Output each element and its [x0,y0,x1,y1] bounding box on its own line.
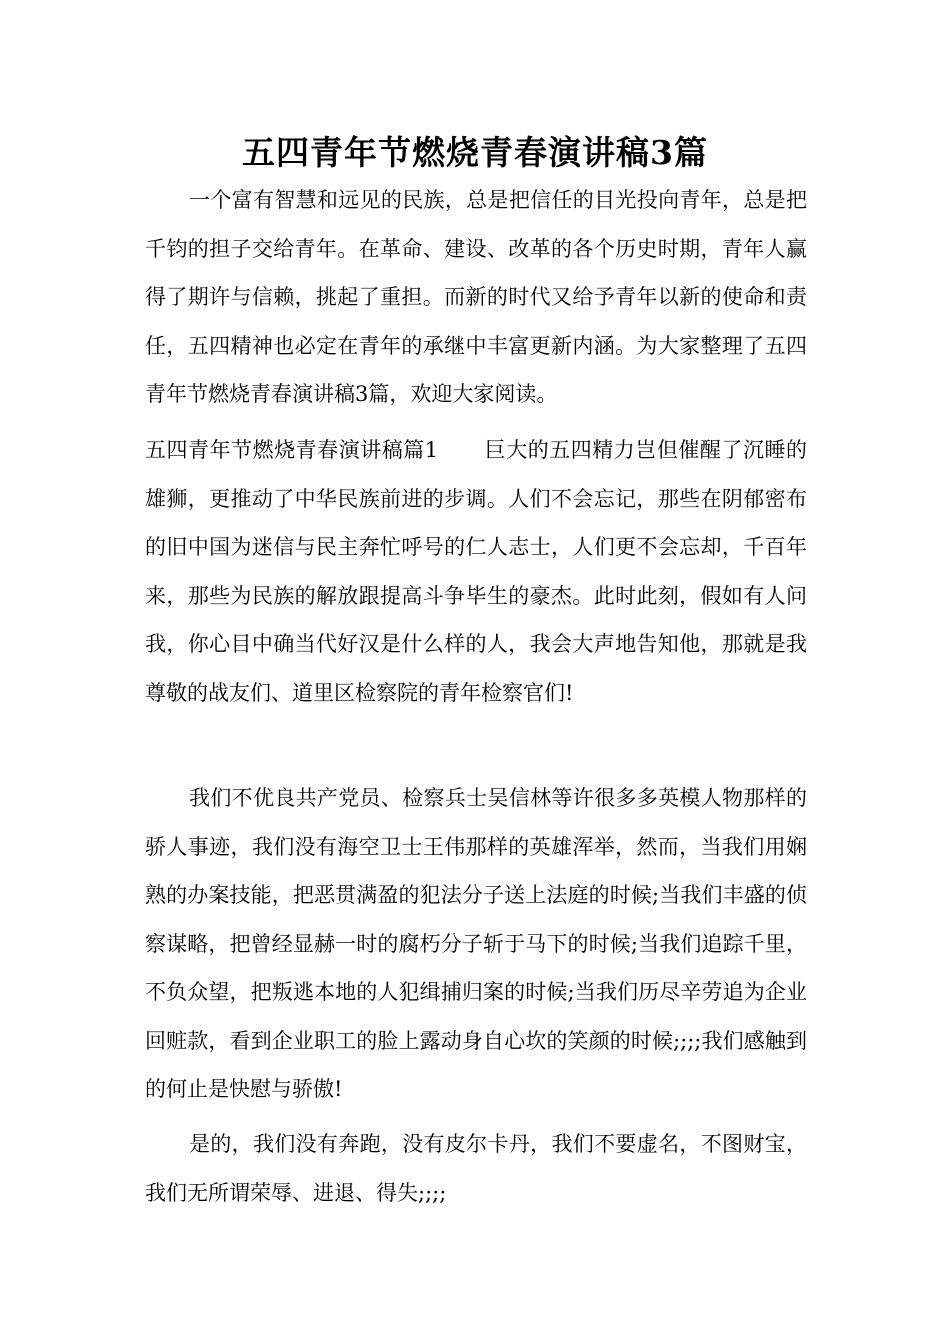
section-body: 巨大的五四精力岂但催醒了沉睡的雄狮，更推动了中华民族前进的步调。人们不会忘记，那些在阴郁密布的旧中国为迷信与民主奔忙呼号的仁人志士，人们更不会忘却，千百年来，那些为民族的解放跟提高斗争毕生的豪杰。此时此刻，假如有人问我，你心目中确当代好汉是什么样的人，我会大声地告知他，那就是我尊敬的战友们、道里区检察院的青年检察官们! [145,438,807,705]
document-title: 五四青年节燃烧青春演讲稿3篇 [242,133,708,172]
section-heading: 五四青年节燃烧青春演讲稿篇1 [145,438,439,462]
intro-paragraph: 一个富有智慧和远见的民族，总是把信任的目光投向青年，总是把千钧的担子交给青年。在革命、建设、改革的各个历史时期，青年人赢得了期许与信赖，挑起了重担。而新的时代又给予青年以新的使命和责任，五四精神也必定在青年的承继中丰富更新内涵。为大家整理了五四青年节燃烧青春演讲稿3篇，欢迎大家阅读。 [145,188,807,406]
section-paragraph [145,426,807,717]
fourth-paragraph: 是的，我们没有奔跑，没有皮尔卡丹，我们不要虚名，不图财宝，我们无所谓荣辱、进退、得失;;;; [145,1132,807,1205]
third-paragraph: 我们不优良共产党员、检察兵士吴信林等许很多多英模人物那样的骄人事迹，我们没有海空卫士王伟那样的英雄浑举，然而，当我们用娴熟的办案技能，把恶贯满盈的犯法分子送上法庭的时候;当我们丰盛的侦察谋略，把曾经显赫一时的腐朽分子斩于马下的时候;当我们追踪千里，不负众望，把叛逃本地的人犯缉捕归案的时候;当我们历尽辛劳追为企业回赃款，看到企业职工的脸上露动身自心坎的笑颜的时候;;;;我们感触到的何止是快慰与骄傲! [145,786,807,1101]
